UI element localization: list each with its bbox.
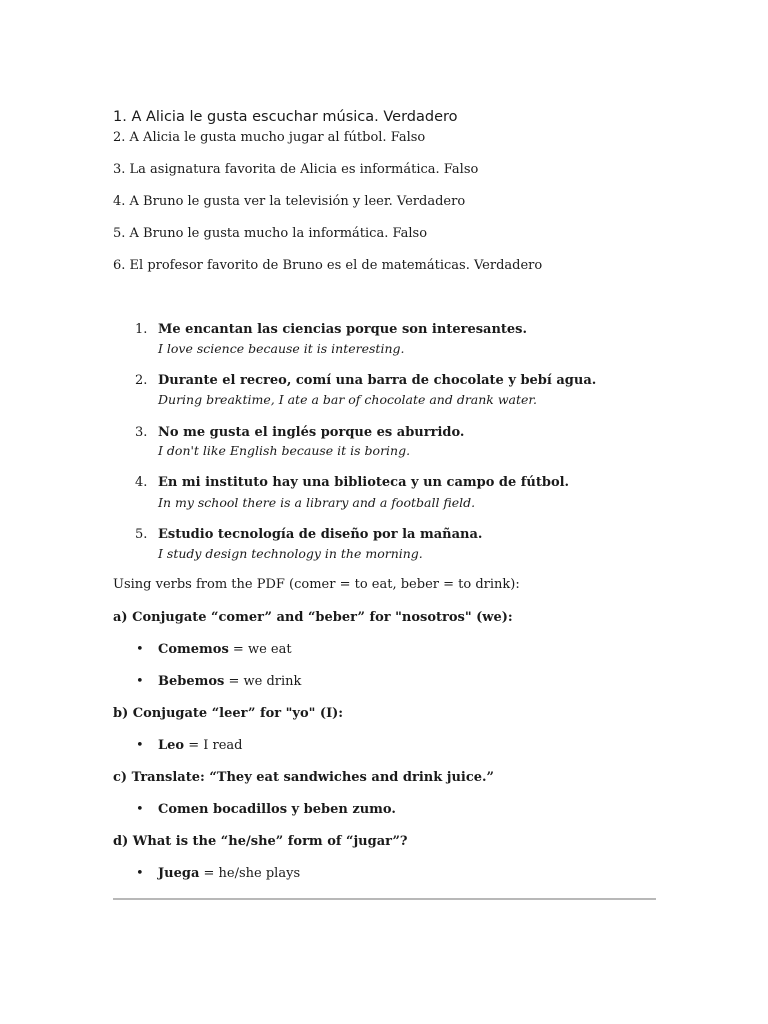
true-false-item: 4. A Bruno le gusta ver la televisión y leer. Verdadero [113,194,466,209]
english-translation: I love science because it is interesting. [158,341,405,356]
true-false-item: 2. A Alicia le gusta mucho jugar al fútbol. Falso [113,130,426,145]
bullet-item [158,866,300,882]
bullet-item [158,642,292,658]
verb-form: Comemos [158,642,229,657]
translated-sentence: Comen bocadillos y beben zumo. [158,802,396,817]
english-translation: I study design technology in the morning. [158,546,423,561]
bullet-item [158,802,396,818]
english-translation: In my school there is a library and a football field. [158,495,476,510]
section-a-heading: a) Conjugate “comer” and “beber” for "nosotros" (we): [113,610,513,625]
bullet-item [158,738,243,754]
section-b-heading: b) Conjugate “leer” for "yo" (I): [113,706,344,721]
section-c-heading: c) Translate: “They eat sandwiches and drink juice.” [113,770,495,785]
english-translation: I don't like English because it is boring. [158,443,411,458]
verb-meaning: = I read [184,738,243,753]
bullet-icon: • [136,738,144,753]
bullet-item [158,674,301,690]
list-number: 4. [135,475,148,490]
true-false-item: 1. A Alicia le gusta escuchar música. Verdadero [113,109,458,125]
spanish-sentence: En mi instituto hay una biblioteca y un campo de fútbol. [158,475,570,490]
horizontal-rule [113,898,656,900]
verb-meaning: = he/she plays [199,866,301,881]
list-number: 1. [135,322,148,337]
spanish-sentence: Estudio tecnología de diseño por la mañana. [158,527,483,542]
true-false-item: 3. La asignatura favorita de Alicia es informática. Falso [113,162,479,177]
bullet-icon: • [136,802,144,817]
verb-form: Leo [158,738,185,753]
verbs-intro: Using verbs from the PDF (comer = to eat, beber = to drink): [113,577,520,592]
verb-form: Juega [158,866,200,881]
true-false-item: 5. A Bruno le gusta mucho la informática. Falso [113,226,428,241]
spanish-sentence: Me encantan las ciencias porque son interesantes. [158,322,528,337]
list-number: 2. [135,373,148,388]
verb-form: Bebemos [158,674,225,689]
bullet-icon: • [136,866,144,881]
verb-meaning: = we eat [228,642,292,657]
bullet-icon: • [136,674,144,689]
english-translation: During breaktime, I ate a bar of chocolate and drank water. [158,392,538,407]
list-number: 5. [135,527,148,542]
list-number: 3. [135,425,148,440]
bullet-icon: • [136,642,144,657]
spanish-sentence: Durante el recreo, comí una barra de chocolate y bebí agua. [158,373,597,388]
section-d-heading: d) What is the “he/she” form of “jugar”? [113,834,408,849]
true-false-item: 6. El profesor favorito de Bruno es el de matemáticas. Verdadero [113,258,543,273]
spanish-sentence: No me gusta el inglés porque es aburrido. [158,425,465,440]
verb-meaning: = we drink [224,674,302,689]
